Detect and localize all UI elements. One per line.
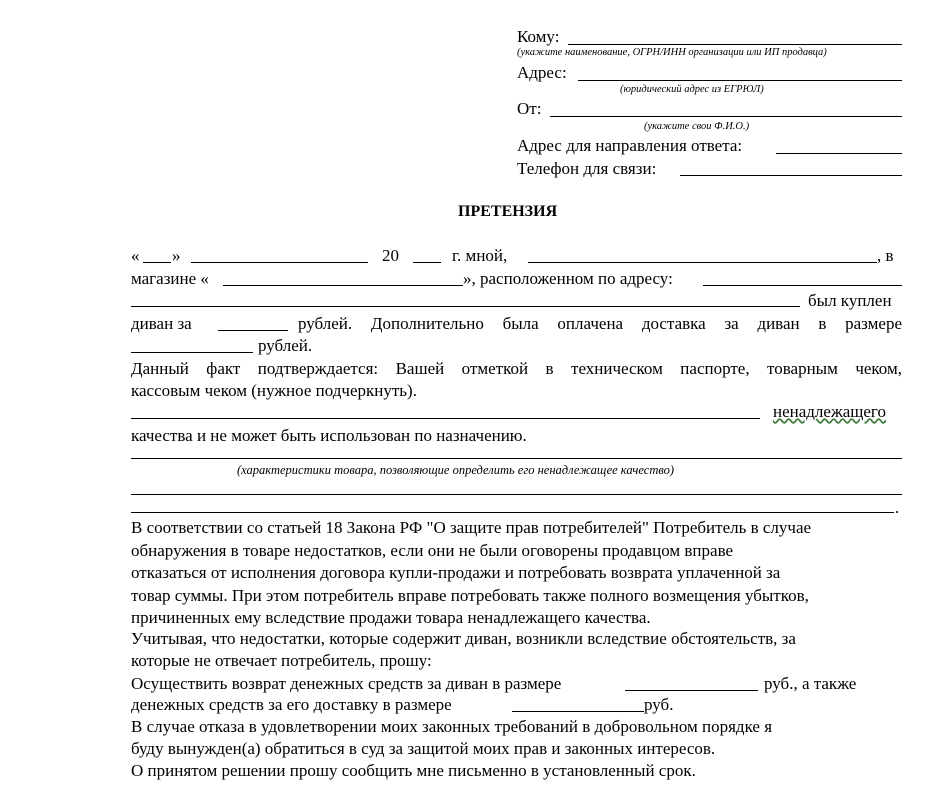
legal-line-1: В соответствии со статьей 18 Закона РФ "О защите прав потребителей" Потребитель в случае (131, 518, 812, 537)
to-field[interactable] (568, 44, 902, 45)
store-prefix: магазине « (131, 269, 209, 288)
refund-amount-field[interactable] (625, 690, 758, 691)
improper-text (773, 402, 886, 422)
characteristics-note: (характеристики товара, позволяющие определить его ненадлежащее качество) (237, 463, 675, 477)
document-title: ПРЕТЕНЗИЯ (458, 203, 558, 220)
characteristics-field-2[interactable] (131, 494, 902, 495)
legal-line-3: отказаться от исполнения договора купли-продажи и потребовать возврата уплаченной за (131, 563, 781, 582)
refund-prefix: Осуществить возврат денежных средств за диван в размере (131, 674, 562, 693)
fact-line-1: Данный факт подтверждается: Вашей отметкой в техническом паспорте, товарным чеком, (131, 359, 902, 378)
by-me-text: г. мной, (452, 246, 508, 265)
from-field[interactable] (550, 116, 902, 117)
comma-in-text: , в (877, 246, 894, 265)
period-mark: . (895, 498, 900, 517)
store-name-field[interactable] (223, 285, 463, 286)
was-bought-text: был куплен (808, 291, 892, 310)
closing-line-2: буду вынужден(а) обратиться в суд за защитой моих прав и законных интересов. (131, 739, 716, 758)
from-note: (укажите свои Ф.И.О.) (644, 121, 750, 132)
phone-label: Телефон для связи: (517, 159, 657, 178)
to-note: (укажите наименование, ОГРН/ИНН организации или ИП продавца) (517, 47, 827, 58)
closing-line-3: О принятом решении прошу сообщить мне письменно в установленный срок. (131, 761, 696, 780)
year-prefix: 20 (382, 246, 399, 265)
address-note: (юридический адрес из ЕГРЮЛ) (620, 84, 764, 95)
store-suffix: », расположенном по адресу: (463, 269, 673, 288)
year-field[interactable] (413, 262, 441, 263)
store-address-field-2[interactable] (131, 306, 800, 307)
legal-line-6: Учитывая, что недостатки, которые содержит диван, возникли вследствие обстоятельств, за (131, 629, 796, 648)
delivery-prefix: денежных средств за его доставку в размере (131, 695, 452, 714)
closing-line-1: В случае отказа в удовлетворении моих законных требований в добровольном порядке я (131, 717, 773, 736)
delivery-suffix: руб. (644, 695, 674, 714)
rubles-text: рублей. (258, 336, 313, 355)
delivery-price-field[interactable] (131, 352, 253, 353)
rubles-paid-text: рублей. Дополнительно была оплачена доставка за диван в размере (298, 314, 902, 333)
legal-line-7: которые не отвечает потребитель, прошу: (131, 651, 432, 670)
month-field[interactable] (191, 262, 368, 263)
to-label: Кому: (517, 27, 560, 46)
refund-suffix: руб., а также (764, 674, 857, 693)
legal-line-4: товар суммы. При этом потребитель вправе потребовать также полного возмещения убытков, (131, 586, 809, 605)
store-address-field-1[interactable] (703, 285, 902, 286)
phone-field[interactable] (680, 175, 902, 176)
characteristics-field-3[interactable] (131, 512, 894, 513)
address-label: Адрес: (517, 63, 567, 82)
from-label: От: (517, 99, 542, 118)
address-field[interactable] (578, 80, 902, 81)
reply-address-label: Адрес для направления ответа: (517, 136, 743, 155)
buyer-name-field[interactable] (528, 262, 877, 263)
characteristics-field-1[interactable] (131, 458, 902, 459)
quality-line: качества и не может быть использован по назначению. (131, 426, 527, 445)
delivery-amount-field[interactable] (512, 711, 644, 712)
legal-line-5: причиненных ему вследствие продажи товара ненадлежащего качества. (131, 608, 651, 627)
sofa-price-field[interactable] (218, 330, 288, 331)
date-open-quote: « (131, 246, 140, 265)
reply-address-field[interactable] (776, 153, 902, 154)
sofa-for-text: диван за (131, 314, 192, 333)
date-close-quote: » (172, 246, 181, 265)
defect-field-1[interactable] (131, 418, 760, 419)
day-field[interactable] (143, 262, 171, 263)
improper-word: ненадлежащего (773, 402, 886, 421)
legal-line-2: обнаружения в товаре недостатков, если они не были оговорены продавцом вправе (131, 541, 734, 560)
fact-line-2: кассовым чеком (нужное подчеркнуть). (131, 381, 417, 400)
